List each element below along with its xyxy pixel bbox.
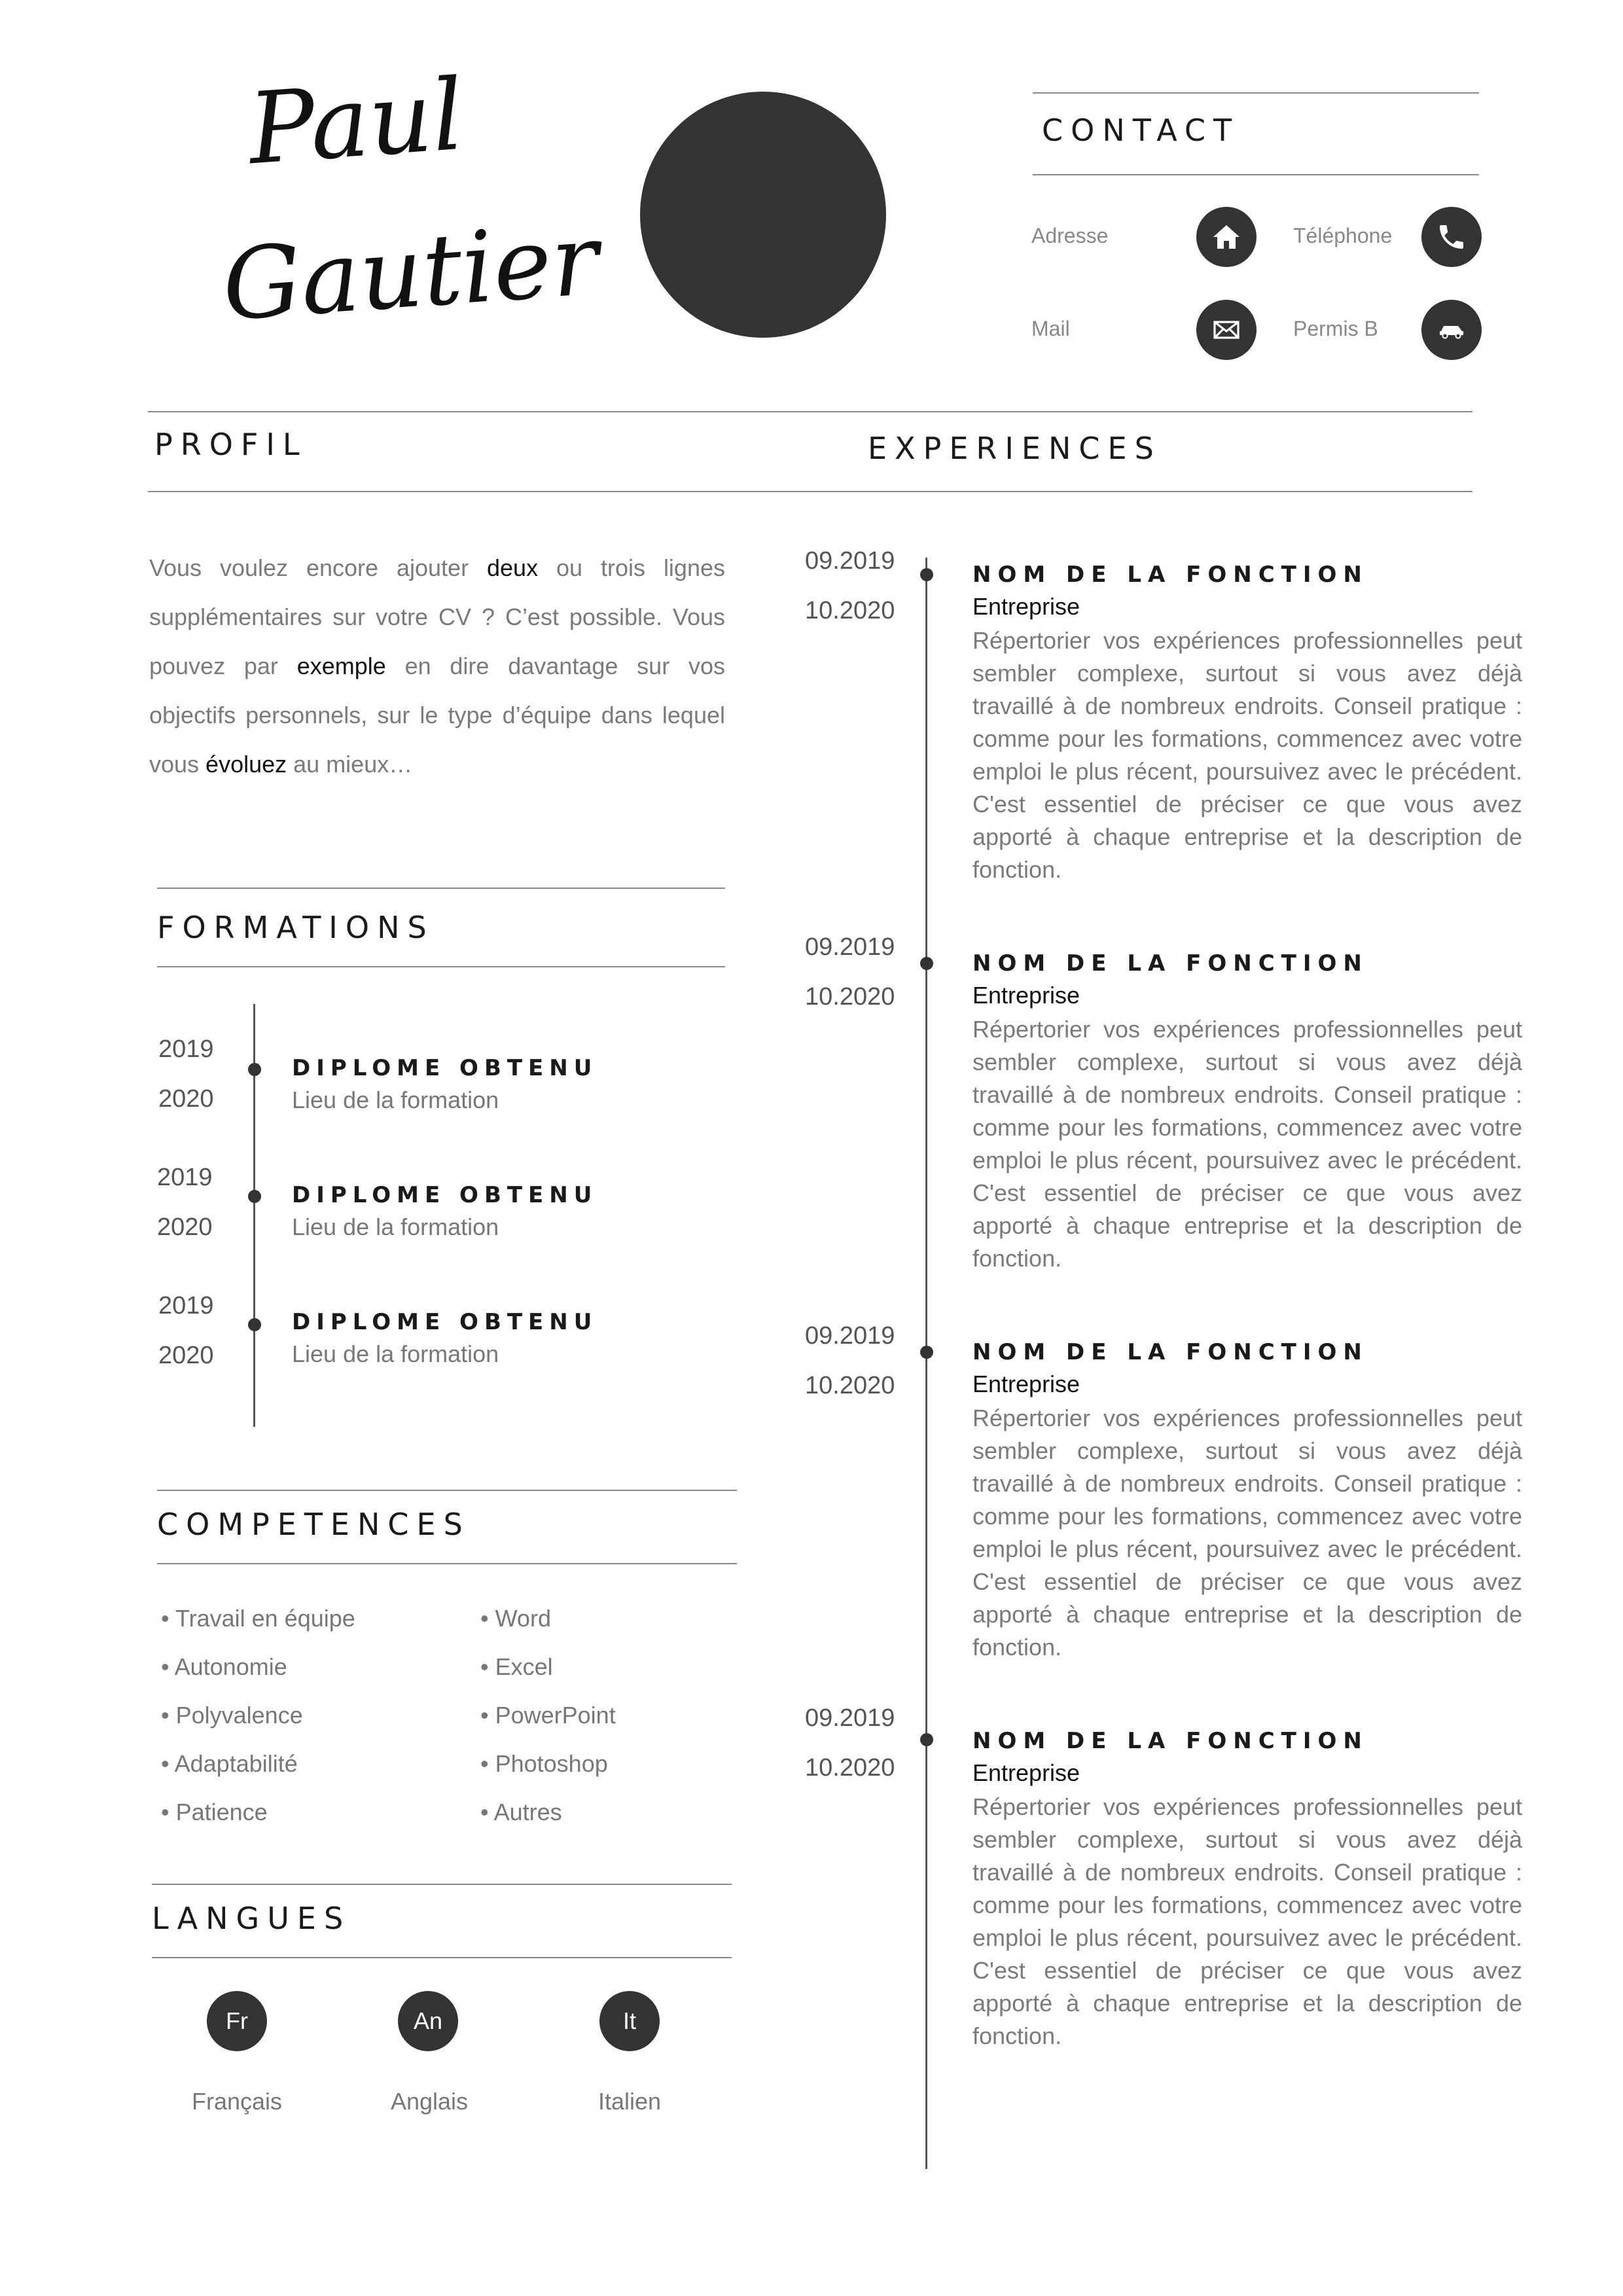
formation-start-year: 2019 [158, 1292, 214, 1319]
last-name-signature: Gautier [219, 203, 602, 343]
profil-text-fragment: au mieux… [287, 751, 413, 778]
car-icon [1421, 300, 1482, 360]
home-icon [1196, 207, 1257, 267]
experience-title: NOM DE LA FONCTION [972, 1728, 1368, 1754]
software-item: • Excel [480, 1653, 553, 1680]
formation-end-year: 2020 [157, 1213, 213, 1241]
language-name: Italien [597, 2088, 662, 2115]
formations-top-rule [157, 888, 725, 889]
profil-highlight-word: deux [487, 554, 539, 581]
experience-company: Entreprise [972, 1759, 1080, 1786]
experiences-heading: EXPERIENCES [868, 431, 1162, 466]
formation-timeline-dot [248, 1318, 261, 1331]
software-item: • PowerPoint [480, 1702, 616, 1729]
profil-text-fragment: en dire davantage sur vos objectifs personnels, sur le type d’équipe dans lequel vous [149, 653, 725, 778]
mail-icon [1196, 300, 1257, 360]
experience-description: Répertorier vos expériences professionnelles peut sembler complexe, surtout si vous avez déjà travaillé à de nombreux endroits. Conseil pratique : comme pour les formations, commencez avec votre emploi le plus récent, poursuivez avec le précédent. C'est essentiel de préciser ce que vous avez apporté à chaque entreprise et la description de fonction. [972, 1016, 1522, 1272]
formation-start-year: 2019 [158, 1035, 214, 1063]
profil-heading: PROFIL [154, 427, 308, 462]
competences-top-rule [157, 1490, 737, 1491]
formation-place: Lieu de la formation [292, 1340, 499, 1367]
section-band-top-rule [148, 411, 1472, 412]
profil-text [149, 543, 725, 789]
formations-bottom-rule [157, 966, 725, 967]
experience-title: NOM DE LA FONCTION [972, 562, 1368, 588]
formation-title: DIPLOME OBTENU [292, 1055, 598, 1081]
formation-end-year: 2020 [158, 1085, 214, 1113]
skill-item: • Autonomie [161, 1653, 287, 1680]
skill-item: • Patience [161, 1799, 268, 1825]
competences-bottom-rule [157, 1563, 737, 1564]
experience-timeline-dot [920, 1346, 933, 1359]
experience-timeline-dot [920, 957, 933, 970]
profil-text-fragment: Vous voulez encore ajouter [149, 554, 488, 581]
profil-highlight-word: exemple [296, 653, 386, 679]
experience-start-date: 09.2019 [805, 933, 895, 961]
experience-company: Entreprise [972, 982, 1080, 1009]
experience-title: NOM DE LA FONCTION [972, 1339, 1368, 1365]
contact-mail-label: Mail [1031, 317, 1070, 340]
skill-item: • Polyvalence [161, 1702, 303, 1729]
contact-phone-label: Téléphone [1293, 224, 1393, 247]
software-item: • Autres [480, 1799, 562, 1825]
experiences-timeline [925, 558, 927, 2169]
experience-start-date: 09.2019 [805, 1322, 895, 1350]
language-badge: It [599, 1991, 660, 2051]
langues-top-rule [152, 1884, 732, 1885]
experience-company: Entreprise [972, 593, 1080, 620]
experience-end-date: 10.2020 [805, 1372, 895, 1399]
software-item: • Word [480, 1605, 551, 1632]
formation-timeline-dot [248, 1063, 261, 1076]
formation-place: Lieu de la formation [292, 1213, 499, 1240]
contact-bottom-rule [1033, 174, 1479, 175]
experience-title: NOM DE LA FONCTION [972, 950, 1368, 977]
formation-place: Lieu de la formation [292, 1086, 499, 1113]
language-name: Français [191, 2088, 283, 2115]
language-badge: Fr [207, 1991, 267, 2051]
contact-heading: CONTACT [1042, 113, 1240, 148]
experience-timeline-dot [920, 568, 933, 581]
experience-end-date: 10.2020 [805, 983, 895, 1011]
profile-photo [640, 92, 886, 338]
skill-item: • Adaptabilité [161, 1750, 298, 1777]
section-band-bottom-rule [148, 491, 1472, 492]
experience-end-date: 10.2020 [805, 597, 895, 624]
experience-company: Entreprise [972, 1371, 1080, 1397]
language-name: Anglais [390, 2088, 469, 2115]
profil-highlight-word: évoluez [205, 751, 287, 778]
experience-description: Répertorier vos expériences professionnelles peut sembler complexe, surtout si vous avez déjà travaillé à de nombreux endroits. Conseil pratique : comme pour les formations, commencez avec votre emploi le plus récent, poursuivez avec le précédent. C'est essentiel de préciser ce que vous avez apporté à chaque entreprise et la description de fonction. [972, 627, 1522, 883]
experience-description: Répertorier vos expériences professionnelles peut sembler complexe, surtout si vous avez déjà travaillé à de nombreux endroits. Conseil pratique : comme pour les formations, commencez avec votre emploi le plus récent, poursuivez avec le précédent. C'est essentiel de préciser ce que vous avez apporté à chaque entreprise et la description de fonction. [972, 1405, 1522, 1660]
formations-heading: FORMATIONS [157, 910, 435, 945]
formation-title: DIPLOME OBTENU [292, 1182, 598, 1208]
experience-timeline-dot [920, 1733, 933, 1746]
contact-license-label: Permis B [1293, 317, 1378, 340]
formation-title: DIPLOME OBTENU [292, 1309, 598, 1335]
experience-end-date: 10.2020 [805, 1754, 895, 1782]
language-badge: An [398, 1991, 458, 2051]
contact-top-rule [1033, 92, 1479, 94]
first-name-signature: Paul [245, 58, 467, 187]
experience-start-date: 09.2019 [805, 1704, 895, 1732]
software-item: • Photoshop [480, 1750, 608, 1777]
experience-description: Répertorier vos expériences professionnelles peut sembler complexe, surtout si vous avez déjà travaillé à de nombreux endroits. Conseil pratique : comme pour les formations, commencez avec votre emploi le plus récent, poursuivez avec le précédent. C'est essentiel de préciser ce que vous avez apporté à chaque entreprise et la description de fonction. [972, 1793, 1522, 2049]
formation-end-year: 2020 [158, 1342, 214, 1369]
langues-bottom-rule [152, 1957, 732, 1958]
skill-item: • Travail en équipe [161, 1605, 355, 1632]
formation-start-year: 2019 [157, 1164, 213, 1191]
formation-timeline-dot [248, 1190, 261, 1203]
experience-start-date: 09.2019 [805, 547, 895, 575]
competences-heading: COMPETENCES [157, 1507, 471, 1542]
phone-icon [1421, 207, 1482, 267]
contact-address-label: Adresse [1031, 224, 1109, 247]
langues-heading: LANGUES [152, 1901, 351, 1936]
profil-text-fragment: ou trois lignes supplémentaires sur votre CV ? C’est possible. Vous pouvez par [149, 554, 725, 679]
